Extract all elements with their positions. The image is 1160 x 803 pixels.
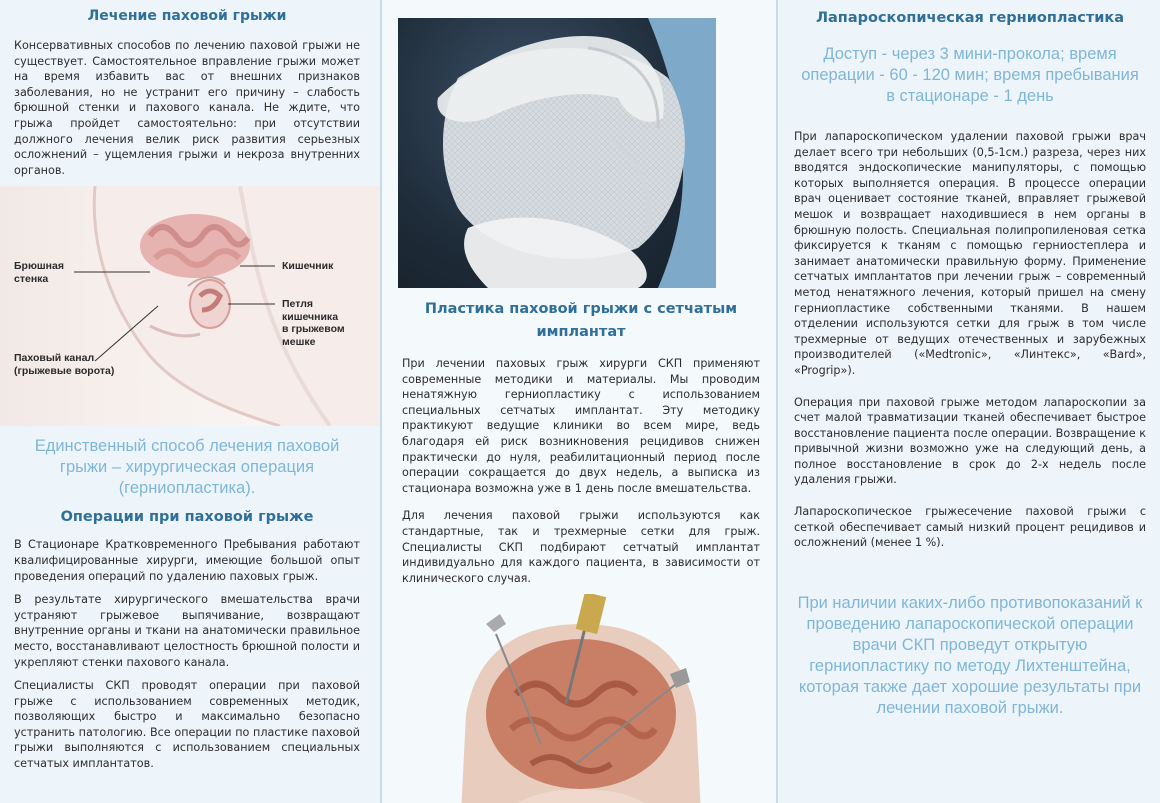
laparoscopy-illustration bbox=[456, 594, 706, 803]
laparoscopy-paragraph-3: Лапароскопическое грыжесечение паховой грыжи с сеткой обеспечивает самый низкий процент рецидивов и осложнений (менее 1 %). bbox=[794, 505, 1146, 550]
label-abdominal-wall: Брюшная стенка bbox=[14, 260, 64, 285]
column-right bbox=[778, 0, 1160, 803]
label-inguinal-canal: Паховый канал (грыжевые ворота) bbox=[14, 352, 115, 377]
operations-paragraph-3: Специалисты СКП проводят операции при паховой грыже с использованием современных методик, позволяющих быстро и максимально безопасно устранить патологию. Все операции по пластике паховой грыжи выполняются с использованием специальных сетчатых имплантатов. bbox=[14, 679, 360, 771]
mesh-implant-photo bbox=[398, 18, 716, 288]
operations-paragraph-1: В Стационаре Кратковременного Пребывания работают квалифицированные хирурги, имеющие большой опыт проведения операций по удалению паховых грыж. bbox=[14, 538, 360, 583]
section-title-treatment: Лечение паховой грыжи bbox=[87, 8, 287, 24]
laparoscopy-drawing bbox=[456, 594, 706, 803]
callout-access-time: Доступ - через 3 мини-прокола; время операции - 60 - 120 мин; время пребывания в стационаре - 1 день bbox=[801, 45, 1139, 105]
column-left bbox=[0, 0, 380, 803]
label-intestine: Кишечник bbox=[282, 260, 334, 273]
intro-paragraph: Консервативных способов по лечению паховой грыжи не существует. Самостоятельное вправление грыжи может на время избавить вас от внешних признаков заболевания, но не устранит его причину – слабость брюшной стенки и пахового канала. Не ждите, что грыжа пройдет самостоятельно: при отсутствии должного лечения велик риск развития серьезных осложнений – ущемления грыжи и некроза внутренних органов. bbox=[14, 39, 360, 177]
section-title-laparoscopic: Лапароскопическая герниопластика bbox=[815, 10, 1125, 26]
label-intestine-loop: Петля кишечника в грыжевом мешке bbox=[282, 298, 345, 348]
callout-lichtenstein: При наличии каких-либо противопоказаний к проведению лапароскопической операции врачи СКП проведут открытую герниопластику по методу Лихтенштейна, которая также дает хорошие результаты при лечении паховой грыжи. bbox=[797, 593, 1143, 717]
laparoscopy-paragraph-1: При лапароскопическом удалении паховой грыжи врач делает всего три небольших (0,5-1см.) разреза, через них вводятся эндоскопические манипуляторы, с помощью которых выполняется операция. В процессе операции врач оценивает состояние тканей, вправляет грыжевой мешок и возвращает находившиеся в нем органы в брюшную полость. Специальная полипропиленовая сетка фиксируется к тканям с помощью герниостеплера и занимает анатомически правильную форму. Применение сетчатых имплантатов при лечении грыж – современный метод ненатяжного лечения, который пришел на смену герниопластике собственными тканями. В нашем отделении используются сетки для грыж в том числе трехмерные от ведущих отечественных и зарубежных производителей («Medtronic», «Линтекс», «Bard», «Progrip»). bbox=[794, 130, 1146, 377]
column-middle bbox=[380, 0, 778, 803]
section-title-operations: Операции при паховой грыже bbox=[60, 509, 314, 526]
mesh-paragraph-1: При лечении паховых грыж хирурги СКП применяют современные методики и материалы. Мы проводим ненатяжную герниопластику с использованием специальных сетчатых имплантат. Эту методику практикуют ведущие клиники во всем мире, ведь благодаря ей риск возникновения рецидивов снижен практически до нуля, реабилитационный период после операции сокращается до двух недель, а выписка из стационара возможна уже в 1 день после вмешательства. bbox=[402, 357, 760, 495]
operations-paragraph-2: В результате хирургического вмешательства врачи устраняют грыжевое выпячивание, возвращают внутренние органы и ткани на анатомически правильное место, восстанавливают целостность брюшной полости и укрепляют стенки пахового канала. bbox=[14, 593, 360, 669]
section-title-mesh-plasty: Пластика паховой грыжи с сетчатым имплантат bbox=[424, 301, 738, 340]
hernia-anatomy-illustration bbox=[0, 186, 380, 426]
callout-surgery-only: Единственный способ лечения паховой грыжи – хирургическая операция (герниопластика). bbox=[34, 437, 340, 498]
gloved-hands-drawing bbox=[398, 18, 716, 288]
laparoscopy-paragraph-2: Операция при паховой грыже методом лапароскопии за счет малой травматизации тканей обеспечивает быстрое восстановление пациента после операции. Возвращение к привычной жизни возможно уже на следующий день, а полное восстановление в срок до 2-х недель после удаления грыжи. bbox=[794, 395, 1146, 487]
mesh-paragraph-2: Для лечения паховой грыжи используются как стандартные, так и трехмерные сетки для грыж. Специалисты СКП подбирают сетчатый имплантат индивидуально для каждого пациента, в зависимости от клинического случая. bbox=[402, 509, 760, 585]
